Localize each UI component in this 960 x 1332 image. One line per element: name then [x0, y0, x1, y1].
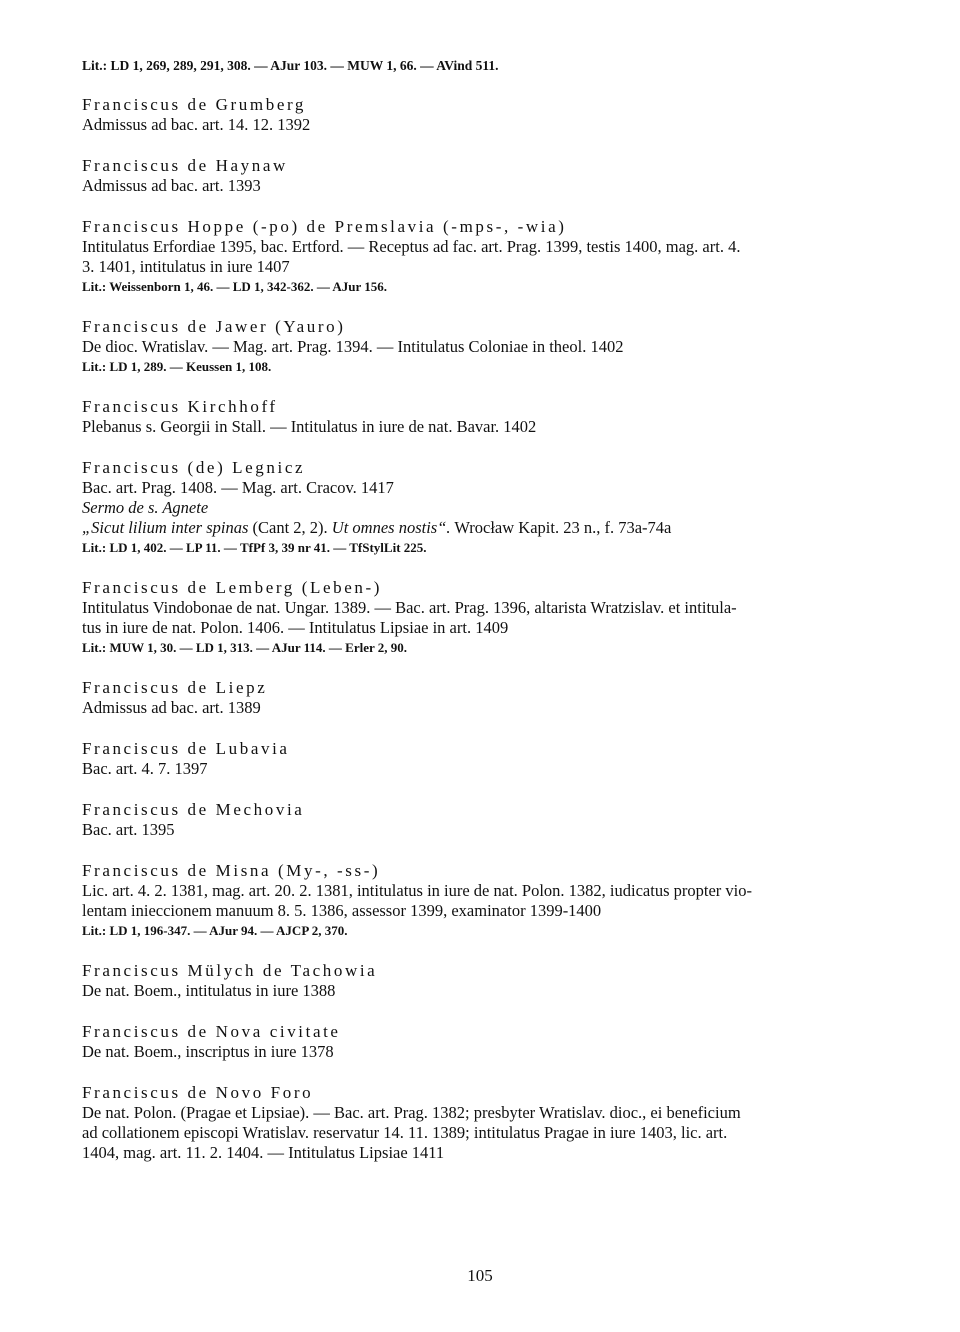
entry-mulych: [82, 960, 892, 1001]
entry-name: Franciscus Kirchhoff: [82, 397, 278, 416]
entry-name: Franciscus de Liepz: [82, 678, 268, 697]
entry-name: Franciscus de Lemberg (Leben-): [82, 578, 383, 597]
entry-legnicz: [82, 457, 892, 557]
entry-literature: Lit.: Weissenborn 1, 46. — LD 1, 342-362. — AJur 156.: [82, 279, 388, 294]
entry-name: Franciscus de Haynaw: [82, 156, 288, 175]
entry-text: Bac. art. Prag. 1408. — Mag. art. Cracov. 1417: [82, 478, 394, 497]
entry-name: Franciscus de Lubavia: [82, 739, 290, 758]
entry-name: Franciscus de Nova civitate: [82, 1022, 341, 1041]
entry-text: 1404, mag. art. 11. 2. 1404. — Intitulatus Lipsiae 1411: [82, 1143, 445, 1162]
entry-nova-civitate: [82, 1021, 892, 1062]
quote-reference: (Cant 2, 2).: [248, 518, 332, 537]
entry-mechovia: [82, 799, 892, 840]
entry-text: lentam inieccionem manuum 8. 5. 1386, assessor 1399, examinator 1399-1400: [82, 901, 602, 920]
entry-literature: Lit.: LD 1, 289. — Keussen 1, 108.: [82, 359, 272, 374]
entry-name: Franciscus de Grumberg: [82, 95, 307, 114]
entry-misna: [82, 860, 892, 940]
page-number: 105: [467, 1266, 493, 1285]
entry-text: Lic. art. 4. 2. 1381, mag. art. 20. 2. 1381, intitulatus in iure de nat. Polon. 1382, iudicatus propter vio-: [82, 881, 752, 900]
entry-text: Intitulatus Erfordiae 1395, bac. Ertford. — Receptus ad fac. art. Prag. 1399, testis 1400, mag. art. 4.: [82, 237, 741, 256]
entry-text: Plebanus s. Georgii in Stall. — Intitulatus in iure de nat. Bavar. 1402: [82, 417, 537, 436]
entry-text: Bac. art. 4. 7. 1397: [82, 759, 208, 778]
entry-name: Franciscus de Mechovia: [82, 800, 305, 819]
entry-name: Franciscus Mülych de Tachowia: [82, 961, 378, 980]
entry-lemberg: [82, 577, 892, 657]
entry-literature: Lit.: MUW 1, 30. — LD 1, 313. — AJur 114. — Erler 2, 90.: [82, 640, 407, 655]
entry-text: tus in iure de nat. Polon. 1406. — Intitulatus Lipsiae in art. 1409: [82, 618, 509, 637]
entry-text: Intitulatus Vindobonae de nat. Ungar. 1389. — Bac. art. Prag. 1396, altarista Wratzislav. et intitula-: [82, 598, 737, 617]
entry-name: Franciscus de Misna (My-, -ss-): [82, 861, 381, 880]
literature-reference-top: Lit.: LD 1, 269, 289, 291, 308. — AJur 103. — MUW 1, 66. — AVind 511.: [82, 58, 499, 73]
entry-literature: Lit.: LD 1, 402. — LP 11. — TfPf 3, 39 nr 41. — TfStylLit 225.: [82, 540, 427, 555]
entry-haynaw: [82, 155, 892, 196]
entry-jawer: [82, 316, 892, 376]
entry-work-title: Sermo de s. Agnete: [82, 498, 209, 517]
entry-text: Admissus ad bac. art. 1393: [82, 176, 261, 195]
entry-kirchhoff: [82, 396, 892, 437]
entry-quote-line: [82, 518, 892, 538]
entry-text: Admissus ad bac. art. 1389: [82, 698, 261, 717]
entry-text: Bac. art. 1395: [82, 820, 175, 839]
entry-text: De nat. Boem., intitulatus in iure 1388: [82, 981, 336, 1000]
entry-literature: Lit.: LD 1, 196-347. — AJur 94. — AJCP 2, 370.: [82, 923, 348, 938]
entry-name: Franciscus de Novo Foro: [82, 1083, 314, 1102]
entry-name: Franciscus Hoppe (-po) de Premslavia (-mps-, -wia): [82, 217, 567, 236]
entry-text: De nat. Boem., inscriptus in iure 1378: [82, 1042, 334, 1061]
entry-novo-foro: [82, 1082, 892, 1163]
entry-lubavia: [82, 738, 892, 779]
entry-text: ad collationem episcopi Wratislav. reservatur 14. 11. 1389; intitulatus Pragae in iure 1403, lic. art.: [82, 1123, 728, 1142]
document-page: [82, 58, 892, 1183]
entry-text: De nat. Polon. (Pragae et Lipsiae). — Bac. art. Prag. 1382; presbyter Wratislav. dioc., ei beneficium: [82, 1103, 741, 1122]
entry-text: De dioc. Wratislav. — Mag. art. Prag. 1394. — Intitulatus Coloniae in theol. 1402: [82, 337, 624, 356]
entry-hoppe: [82, 216, 892, 296]
entry-name: Franciscus (de) Legnicz: [82, 458, 306, 477]
entry-name: Franciscus de Jawer (Yauro): [82, 317, 346, 336]
quote-incipit: „Sicut lilium inter spinas: [82, 518, 249, 537]
quote-continuation: Ut omnes nostis“.: [331, 518, 451, 537]
quote-location: Wrocław Kapit. 23 n., f. 73a-74a: [450, 518, 672, 537]
entry-grumberg: [82, 94, 892, 135]
entry-text: Admissus ad bac. art. 14. 12. 1392: [82, 115, 311, 134]
entry-text: 3. 1401, intitulatus in iure 1407: [82, 257, 290, 276]
entry-liepz: [82, 677, 892, 718]
